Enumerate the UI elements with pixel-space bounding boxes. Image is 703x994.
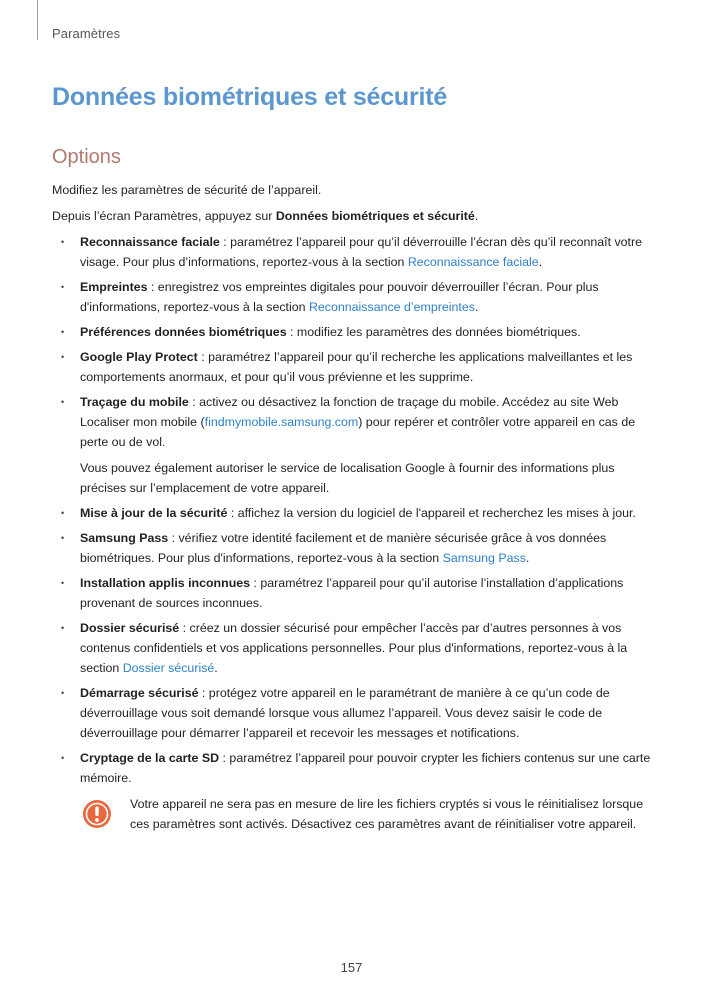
item-title: Préférences données biométriques [80, 325, 287, 339]
item-title: Installation applis inconnues [80, 576, 251, 590]
find-mobile-extra-paragraph: Vous pouvez également autoriser le service de localisation Google à fournir des informations plus précises sur l’emplacement de votre appareil. [80, 461, 615, 495]
list-item-samsung-pass: • Samsung Pass : vérifiez votre identité facilement et de manière sécurisée grâce à vos données biométriques. Pour plus d'informations, reportez-vous à la section Samsung Pass. [52, 528, 652, 568]
list-item-secure-startup: • Démarrage sécurisé : protégez votre appareil en le paramétrant de manière à ce qu’un code de déverrouillage vous soit demandé lorsque vous allumez l’appareil. Vous devez saisir le code de déverrouillage pour démarrer l’appareil et recevoir les messages et notifications. [52, 683, 652, 743]
list-item-security-update: • Mise à jour de la sécurité : affichez la version du logiciel de l'appareil et recherchez les mises à jour. [52, 503, 652, 523]
link-findmymobile[interactable]: findmymobile.samsung.com [204, 415, 359, 429]
list-item-google-play-protect: • Google Play Protect : paramétrez l’appareil pour qu’il recherche les applications malveillantes et les comportements anormaux, et pour qu’il vous prévienne et les supprime. [52, 347, 652, 387]
intro-line-1: Modifiez les paramètres de sécurité de l’appareil. [52, 183, 322, 197]
list-item-sd-card-encryption: • Cryptage de la carte SD : paramétrez l’appareil pour pouvoir crypter les fichiers contenus sur une carte mémoire. [52, 748, 652, 788]
item-title: Google Play Protect [80, 350, 198, 364]
page-number: 157 [340, 960, 363, 975]
item-title: Cryptage de la carte SD [80, 751, 220, 765]
list-item-face-recognition: • Reconnaissance faciale : paramétrez l’appareil pour qu’il déverrouille l’écran dès qu’il reconnaît votre visage. Pour plus d’informations, reportez-vous à la section Reconnaissance faciale. [52, 232, 652, 272]
intro-line-2: Depuis l’écran Paramètres, appuyez sur Données biométriques et sécurité. [52, 209, 479, 223]
item-title: Empreintes [80, 280, 148, 294]
link-samsung-pass[interactable]: Samsung Pass [442, 551, 526, 565]
item-title: Samsung Pass [80, 531, 169, 545]
item-title: Dossier sécurisé [80, 621, 180, 635]
link-face-recognition[interactable]: Reconnaissance faciale [407, 255, 539, 269]
options-list [52, 232, 652, 788]
list-item-fingerprints: • Empreintes : enregistrez vos empreintes digitales pour pouvoir déverrouiller l’écran. Pour plus d'informations, reportez-vous à la section Reconnaissance d’empreintes. [52, 277, 652, 317]
list-item-find-my-mobile: • Traçage du mobile : activez ou désactivez la fonction de traçage du mobile. Accédez au site Web Localiser mon mobile (findmymobile.samsung.com) pour repérer et contrôler votre appareil en cas de perte ou de vol. Vous pouvez également autoriser le service de localisation Google à fournir des informations plus précises sur l’emplacement de votre appareil. [52, 392, 652, 498]
item-title: Mise à jour de la sécurité [80, 506, 228, 520]
main-content [52, 180, 652, 834]
item-title: Démarrage sécurisé [80, 686, 199, 700]
list-item-secure-folder: • Dossier sécurisé : créez un dossier sécurisé pour empêcher l’accès par d’autres personnes à vos contenus confidentiels et vos applications personnelles. Pour plus d'informations, reportez-vous à la section Dossier sécurisé. [52, 618, 652, 678]
warning-text: Votre appareil ne sera pas en mesure de lire les fichiers cryptés si vous le réinitialisez lorsque ces paramètres sont activés. Désactivez ces paramètres avant de réinitialiser votre appareil. [130, 797, 644, 831]
page-title: Données biométriques et sécurité [52, 83, 448, 111]
breadcrumb: Paramètres [52, 26, 121, 41]
item-title: Traçage du mobile [80, 395, 189, 409]
item-title: Reconnaissance faciale [80, 235, 220, 249]
list-item-biometric-preferences: • Préférences données biométriques : modifiez les paramètres des données biométriques. [52, 322, 652, 342]
intro-menu-name: Données biométriques et sécurité [275, 209, 475, 223]
link-fingerprint-recognition[interactable]: Reconnaissance d’empreintes [308, 300, 475, 314]
warning-icon [82, 799, 112, 829]
crop-mark [37, 0, 38, 40]
link-secure-folder[interactable]: Dossier sécurisé [122, 661, 215, 675]
section-title: Options [52, 146, 121, 168]
warning-notice [52, 794, 652, 834]
list-item-unknown-apps: • Installation applis inconnues : paramétrez l’appareil pour qu’il autorise l’installation d’applications provenant de sources inconnues. [52, 573, 652, 613]
